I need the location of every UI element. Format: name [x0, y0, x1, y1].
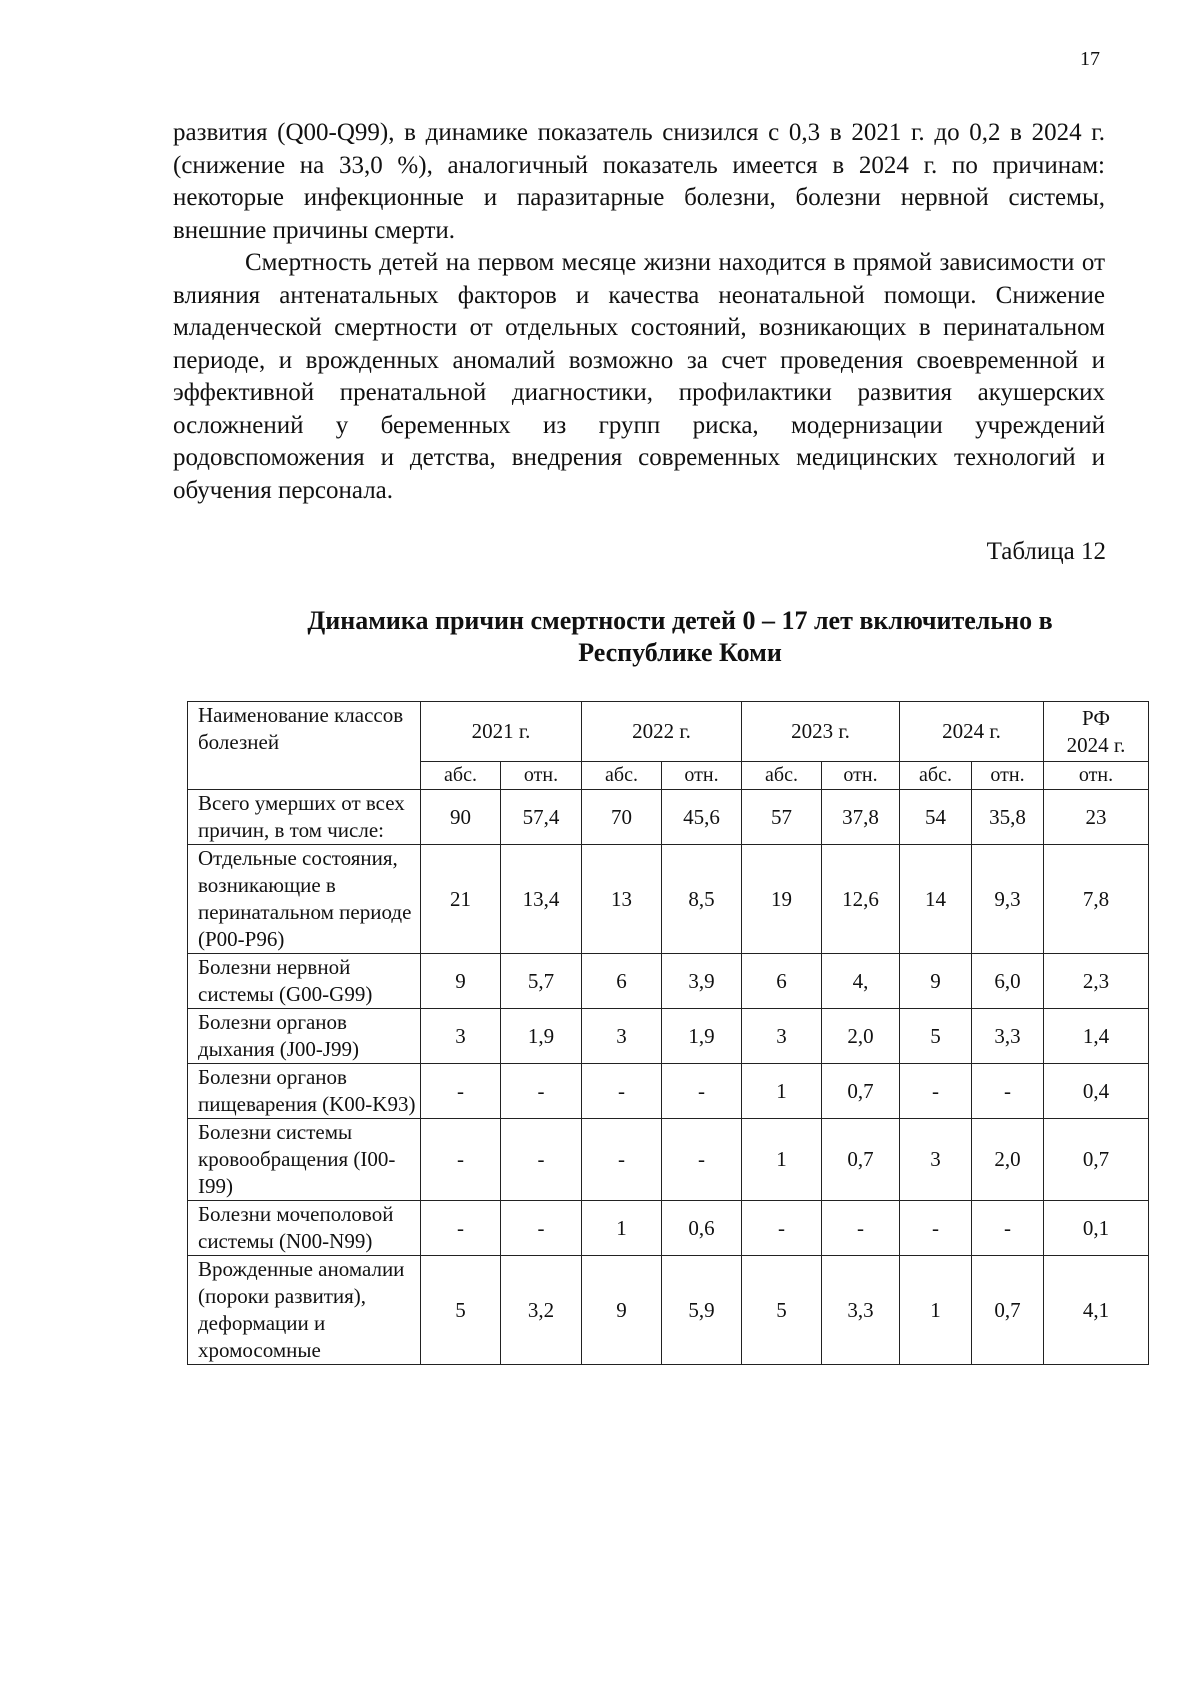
subheader-abs: абс. [582, 762, 662, 790]
row-value-cell: 6,0 [972, 954, 1044, 1009]
row-value-cell: 3 [900, 1119, 972, 1201]
subheader-otn: отн. [1044, 762, 1149, 790]
row-value-cell: 13 [582, 845, 662, 954]
row-value-cell: 57 [742, 790, 822, 845]
subheader-otn: отн. [822, 762, 900, 790]
row-value-cell: 5 [421, 1256, 501, 1365]
paragraph-2: Смертность детей на первом месяце жизни находится в прямой зависимости от влияния антенатальных факторов и качества неонатальной помощи. Снижение младенческой смертности от отдельных состояний, возникающих в перинатальном периоде, и врожденных аномалий возможно за счет проведения своевременной и эффективной пренатальной диагностики, профилактики развития акушерских осложнений у беременных из групп риска, модернизации учреждений родовспоможения и детства, внедрения современных медицинских технологий и обучения персонала. [173, 249, 1105, 504]
row-value-cell: 23 [1044, 790, 1149, 845]
row-value-cell: 9,3 [972, 845, 1044, 954]
table-label: Таблица 12 [986, 538, 1106, 565]
row-value-cell: 9 [421, 954, 501, 1009]
row-value-cell: 5 [742, 1256, 822, 1365]
row-value-cell: 0,6 [662, 1201, 742, 1256]
row-value-cell: - [662, 1119, 742, 1201]
table-title-line-2: Республике Коми [578, 638, 782, 667]
row-disease-name: Болезни органов пищеварения (K00-K93) [188, 1064, 421, 1119]
header-rf-line-2: 2024 г. [1066, 732, 1126, 757]
row-value-cell: - [421, 1119, 501, 1201]
row-value-cell: 2,0 [972, 1119, 1044, 1201]
row-value-cell: 57,4 [501, 790, 582, 845]
row-value-cell: 14 [900, 845, 972, 954]
row-value-cell: 37,8 [822, 790, 900, 845]
row-value-cell: 19 [742, 845, 822, 954]
table-row [188, 954, 1149, 1009]
row-value-cell: - [582, 1064, 662, 1119]
table-row [188, 1009, 1149, 1064]
table-row [188, 1119, 1149, 1201]
table-row [188, 1201, 1149, 1256]
row-value-cell: - [421, 1201, 501, 1256]
row-value-cell: - [501, 1064, 582, 1119]
row-value-cell: 1,4 [1044, 1009, 1149, 1064]
row-value-cell: 3 [742, 1009, 822, 1064]
table-row [188, 1256, 1149, 1365]
row-value-cell: 3 [582, 1009, 662, 1064]
mortality-table [187, 701, 1149, 1365]
subheader-otn: отн. [501, 762, 582, 790]
table-row [188, 790, 1149, 845]
row-value-cell: 3,3 [822, 1256, 900, 1365]
row-value-cell: 9 [582, 1256, 662, 1365]
row-value-cell: 4, [822, 954, 900, 1009]
row-value-cell: 12,6 [822, 845, 900, 954]
row-disease-name: Отдельные состояния, возникающие в перинатальном периоде (P00-P96) [188, 845, 421, 954]
row-value-cell: 0,7 [972, 1256, 1044, 1365]
table-row [188, 845, 1149, 954]
row-value-cell: 5,9 [662, 1256, 742, 1365]
row-value-cell: 2,3 [1044, 954, 1149, 1009]
row-value-cell: 7,8 [1044, 845, 1149, 954]
subheader-otn: отн. [972, 762, 1044, 790]
subheader-abs: абс. [421, 762, 501, 790]
row-value-cell: 21 [421, 845, 501, 954]
row-value-cell: - [742, 1201, 822, 1256]
row-value-cell: 1 [742, 1064, 822, 1119]
subheader-abs: абс. [742, 762, 822, 790]
row-disease-name: Всего умерших от всех причин, в том числе: [188, 790, 421, 845]
row-value-cell: 4,1 [1044, 1256, 1149, 1365]
paragraph-1: развития (Q00-Q99), в динамике показатель снизился с 0,3 в 2021 г. до 0,2 в 2024 г. (снижение на 33,0 %), аналогичный показатель имеется в 2024 г. по причинам: некоторые инфекционные и паразитарные болезни, болезни нервной системы, внешние причины смерти. [173, 119, 1105, 244]
row-value-cell: 3 [421, 1009, 501, 1064]
row-value-cell: 0,7 [822, 1064, 900, 1119]
row-value-cell: 6 [582, 954, 662, 1009]
header-disease-class: Наименование классов болезней [188, 702, 421, 790]
table-row [188, 1064, 1149, 1119]
row-disease-name: Врожденные аномалии (пороки развития), деформации и хромосомные [188, 1256, 421, 1365]
row-value-cell: - [900, 1201, 972, 1256]
row-value-cell: 6 [742, 954, 822, 1009]
row-value-cell: 1,9 [501, 1009, 582, 1064]
header-rf-line-1: РФ [1082, 705, 1110, 730]
row-value-cell: 3,3 [972, 1009, 1044, 1064]
row-value-cell: - [972, 1201, 1044, 1256]
row-value-cell: - [900, 1064, 972, 1119]
row-value-cell: 0,1 [1044, 1201, 1149, 1256]
row-value-cell: - [662, 1064, 742, 1119]
row-disease-name: Болезни системы кровообращения (I00-I99) [188, 1119, 421, 1201]
row-value-cell: 5,7 [501, 954, 582, 1009]
subheader-otn: отн. [662, 762, 742, 790]
row-disease-name: Болезни органов дыхания (J00-J99) [188, 1009, 421, 1064]
row-disease-name: Болезни мочеполовой системы (N00-N99) [188, 1201, 421, 1256]
header-year-2024: 2024 г. [900, 702, 1044, 762]
row-value-cell: - [501, 1119, 582, 1201]
row-value-cell: 9 [900, 954, 972, 1009]
row-value-cell: 45,6 [662, 790, 742, 845]
row-value-cell: 2,0 [822, 1009, 900, 1064]
row-value-cell: 1 [742, 1119, 822, 1201]
table-title-line-1: Динамика причин смертности детей 0 – 17 лет включительно в [307, 606, 1053, 635]
row-value-cell: 90 [421, 790, 501, 845]
page-number: 17 [1080, 48, 1100, 70]
subheader-abs: абс. [900, 762, 972, 790]
row-value-cell: 35,8 [972, 790, 1044, 845]
header-year-2021: 2021 г. [421, 702, 582, 762]
header-year-2022: 2022 г. [582, 702, 742, 762]
row-value-cell: 3,2 [501, 1256, 582, 1365]
row-value-cell: 0,7 [822, 1119, 900, 1201]
row-value-cell: - [421, 1064, 501, 1119]
table-title [230, 605, 1130, 669]
row-value-cell: 0,4 [1044, 1064, 1149, 1119]
header-year-2023: 2023 г. [742, 702, 900, 762]
row-value-cell: 3,9 [662, 954, 742, 1009]
row-value-cell: - [972, 1064, 1044, 1119]
row-disease-name: Болезни нервной системы (G00-G99) [188, 954, 421, 1009]
row-value-cell: 0,7 [1044, 1119, 1149, 1201]
row-value-cell: 70 [582, 790, 662, 845]
row-value-cell: 8,5 [662, 845, 742, 954]
table-body [188, 790, 1149, 1365]
row-value-cell: 1 [582, 1201, 662, 1256]
row-value-cell: - [501, 1201, 582, 1256]
row-value-cell: 1,9 [662, 1009, 742, 1064]
header-rf [1044, 702, 1149, 762]
row-value-cell: 13,4 [501, 845, 582, 954]
row-value-cell: 1 [900, 1256, 972, 1365]
row-value-cell: 5 [900, 1009, 972, 1064]
row-value-cell: 54 [900, 790, 972, 845]
row-value-cell: - [822, 1201, 900, 1256]
row-value-cell: - [582, 1119, 662, 1201]
